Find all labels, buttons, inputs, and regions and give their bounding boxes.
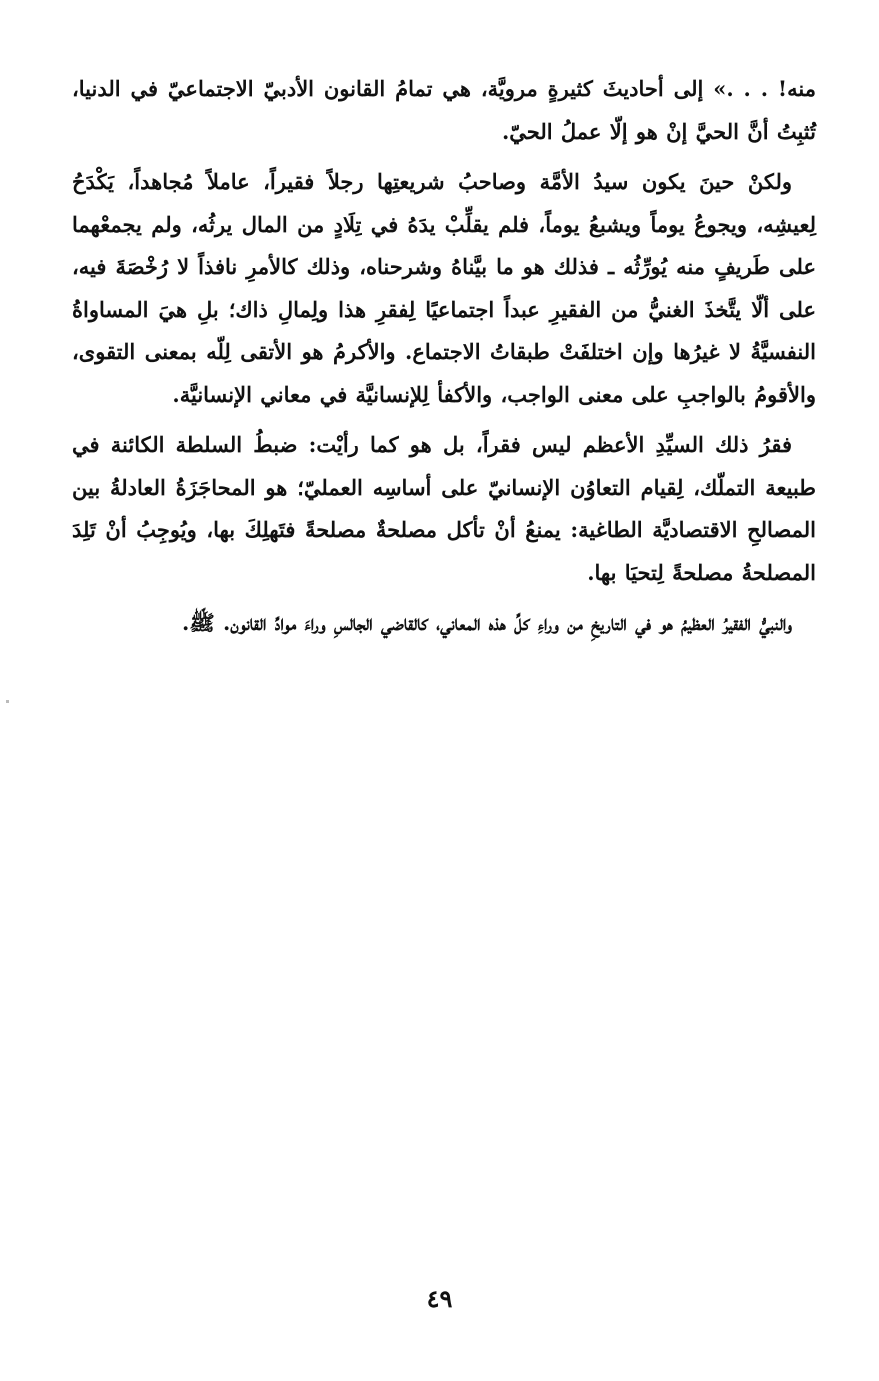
body-text [72,68,816,653]
paragraph-4: والنبيُّ الفقيرُ العظيمُ هو في التاريخِ من وراءِ كلِّ هذه المعاني، كالقاضي الجالسِ وراءَ موادِّ القانون. ﷺ. [182,610,792,635]
paragraph-2: ولكنْ حينَ يكون سيدُ الأمَّة وصاحبُ شريعتِها رجلاً فقيراً، عاملاً مُجاهداً، يَكْدَحُ لِعيشِه، ويجوعُ يوماً ويشبعُ يوماً، فلم يقلِّبْ يدَهُ في تِلَادٍ من المال يرثُه، ولم يجمعْهما على طَريفٍ منه يُورِّثُه ـ فذلك هو ما بيَّناهُ وشرحناه، وذلك كالأمرِ نافذاً لا رُخْصَةَ فيه، على ألّا يتَّخذَ الغنيُّ من الفقيرِ عبداً اجتماعيًا لِفقرِ هذا ولِمالِ ذاك؛ بلِ هيَ المساواةُ النفسيَّةُ لا غيرُها وإن اختلفَتْ طبقاتُ الاجتماع. والأكرمُ هو الأتقى لِلّه بمعنى التقوى، والأقومُ بالواجبِ على معنى الواجب، والأكفأ لِلإنسانيَّة في معاني الإنسانيَّة. [72,169,816,407]
scan-speck [6,700,9,703]
page-number: ٤٩ [426,1284,453,1313]
paragraph-3: فقرُ ذلك السيِّدِ الأعظم ليس فقراً، بل هو كما رأيْت: ضبطُ السلطة الكائنة في طبيعة التملّك، لِقيام التعاوُن الإنسانيّ على أساسِه العمليّ؛ هو المحاجَزَةُ العادلةُ بين المصالحِ الاقتصاديَّة الطاغية: يمنعُ أنْ تأكل مصلحةٌ مصلحةً فتَهلِكَ بها، ويُوجِبُ أنْ تَلِدَ المصلحةُ مصلحةً لِتحيَا بها. [72,432,816,585]
paragraph-1: منه! . . .» إلى أحاديثَ كثيرةٍ مرويَّة، هي تمامُ القانون الأدبيّ الاجتماعيّ في الدنيا، تُثبِتُ أنَّ الحيَّ إنْ هو إلّا عملُ الحيّ. [72,76,816,144]
